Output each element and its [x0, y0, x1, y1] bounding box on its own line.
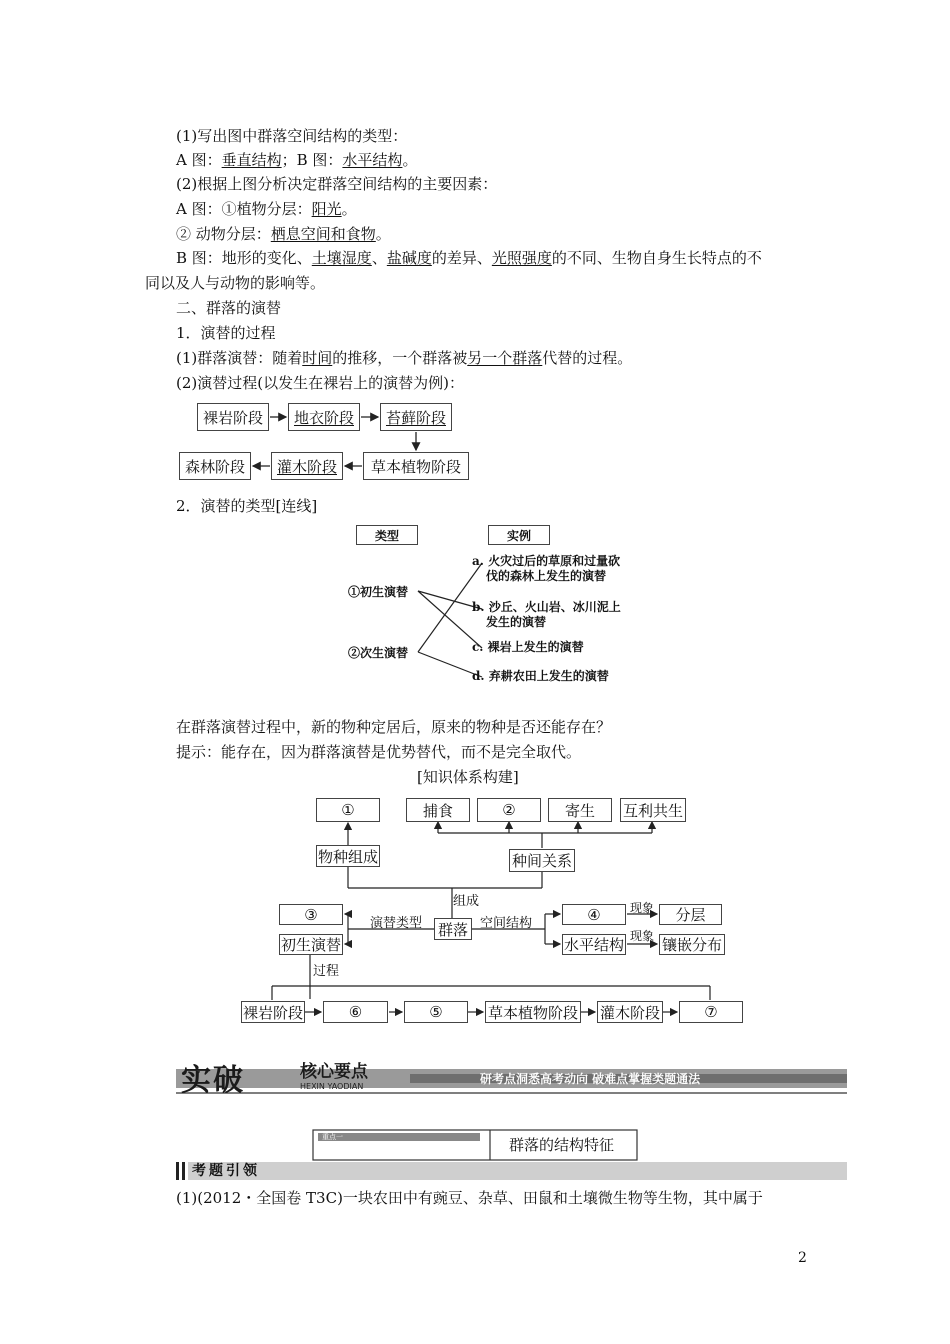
example-a-line2: 伐的森林上发生的演替 — [486, 569, 607, 583]
banner-slogan: 研考点洞悉高考动向 破难点掌握类题通法 — [480, 1072, 701, 1086]
example-d: d. 弃耕农田上发生的演替 — [472, 669, 609, 683]
lead-label: 考题引领 — [192, 1163, 260, 1179]
subheading-process: 1．演替的过程 — [176, 324, 276, 342]
label-spatial-structure: 空间结构 — [480, 916, 533, 931]
stage-lichen: 地衣阶段 — [288, 403, 360, 431]
example-c: c. 裸岩上发生的演替 — [472, 640, 584, 654]
node-mosaic: 镶嵌分布 — [659, 934, 725, 955]
succession-definition: (1)群落演替：随着时间的推移，一个群落被另一个群落代替的过程。 — [176, 349, 633, 367]
node-interspecific: 种间关系 — [509, 849, 575, 872]
subheading-types: 2．演替的类型[连线] — [176, 497, 318, 515]
stage-herb: 草本植物阶段 — [363, 452, 469, 480]
example-b-line2: 发生的演替 — [486, 615, 547, 629]
stage-forest: 森林阶段 — [179, 452, 251, 480]
node-community: 群落 — [434, 918, 472, 940]
type-secondary: ②次生演替 — [348, 646, 409, 660]
blank-1: ① — [316, 798, 380, 822]
node-bare-rock: 裸岩阶段 — [241, 1001, 305, 1023]
node-horizontal-structure: 水平结构 — [563, 936, 624, 954]
example-b-line1: b. 沙丘、火山岩、冰川泥上 — [472, 600, 621, 614]
blank-6: ⑥ — [323, 1001, 388, 1023]
answer-plant-layer: A 图：①植物分层：阳光。 — [176, 200, 357, 218]
section-heading-succession: 二、群落的演替 — [176, 299, 282, 317]
node-layering: 分层 — [659, 904, 722, 925]
keypoint-title: 群落的结构特征 — [509, 1136, 615, 1154]
answer-b-factors: B 图：地形的变化、土壤湿度、盐碱度的差异、光照强度的不同、生物自身生长特点的不 — [176, 249, 762, 267]
blank-7: ⑦ — [679, 1001, 743, 1023]
header-example: 实例 — [488, 525, 550, 545]
node-shrub: 灌木阶段 — [597, 1001, 663, 1023]
keypoint-tag: 重点一 — [322, 1133, 343, 1141]
node-species-composition: 物种组成 — [316, 845, 380, 867]
type-primary: ①初生演替 — [348, 585, 409, 599]
stage-bare-rock: 裸岩阶段 — [197, 403, 269, 431]
stage-shrub: 灌木阶段 — [271, 452, 343, 480]
page-number: 2 — [798, 1250, 807, 1266]
answer-animal-layer: ② 动物分层：栖息空间和食物。 — [176, 225, 391, 243]
node-mutualism: 互利共生 — [620, 798, 686, 822]
succession-process-label: (2)演替过程(以发生在裸岩上的演替为例)： — [176, 374, 464, 392]
question-2: (2)根据上图分析决定群落空间结构的主要因素： — [176, 175, 498, 193]
knowledge-title: [知识体系构建] — [417, 768, 519, 786]
header-type: 类型 — [356, 525, 418, 545]
banner-pinyin: HEXIN YAODIAN — [300, 1082, 364, 1091]
label-compose: 组成 — [453, 894, 480, 909]
label-phenomenon-2: 现象 — [630, 929, 655, 943]
blank-5: ⑤ — [404, 1001, 468, 1023]
blank-2: ② — [477, 798, 541, 822]
lead-text: (1)(2012・全国卷 T3C)一块农田中有豌豆、杂草、田鼠和土壤微生物等生物，其中属于 — [176, 1189, 763, 1207]
think-hint: 提示：能存在，因为群落演替是优势替代，而不是完全取代。 — [176, 743, 582, 761]
banner-core: 核心要点 — [300, 1062, 368, 1082]
blank-3: ③ — [279, 904, 343, 925]
think-question: 在群落演替过程中，新的物种定居后，原来的物种是否还能存在？ — [176, 718, 612, 736]
label-process: 过程 — [313, 964, 340, 979]
answer-horizontal: 水平结构 — [342, 151, 403, 169]
node-parasitism: 寄生 — [548, 798, 612, 822]
answer-vertical: 垂直结构 — [221, 151, 282, 169]
blank-4: ④ — [562, 904, 626, 925]
banner-big-text: 实破 — [181, 1063, 245, 1098]
node-primary-succession: 初生演替 — [280, 936, 341, 954]
answer-b-factors-cont: 同以及人与动物的影响等。 — [145, 274, 326, 292]
label-succession-type: 演替类型 — [370, 916, 423, 931]
stage-moss: 苔藓阶段 — [380, 403, 452, 431]
node-herb: 草本植物阶段 — [485, 1001, 581, 1023]
answer-1-line: A 图：垂直结构；B 图：水平结构。 — [176, 151, 418, 169]
label-phenomenon-1: 现象 — [630, 901, 655, 915]
question-1: (1)写出图中群落空间结构的类型： — [176, 127, 408, 145]
example-a-line1: a. 火灾过后的草原和过量砍 — [472, 554, 621, 568]
node-predation: 捕食 — [406, 798, 470, 822]
